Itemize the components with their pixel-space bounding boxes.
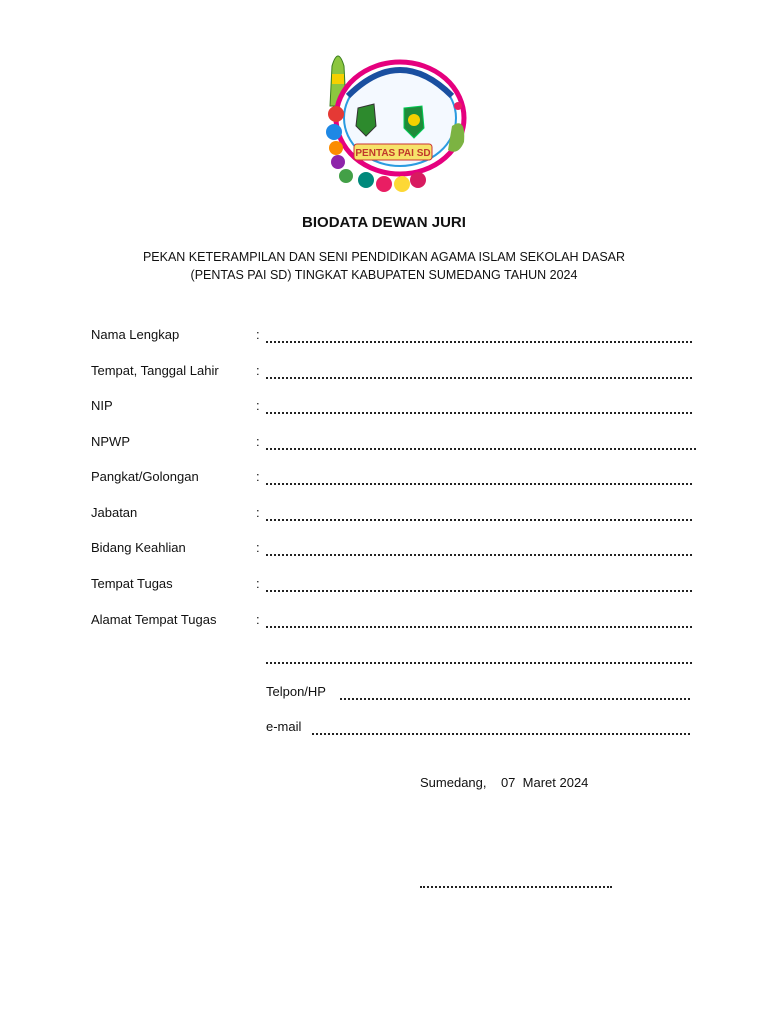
field-npwp [91,434,711,454]
fill-in-line[interactable] [266,434,696,450]
field-label: Jabatan [91,505,138,520]
field-alamat-tempat-tugas [91,612,711,632]
field-label: e-mail [266,719,302,734]
document-title: BIODATA DEWAN JURI [302,214,466,231]
date: 07 Maret 2024 [500,775,589,790]
field-colon: : [256,612,260,627]
field-colon: : [256,363,260,378]
field-label: Bidang Keahlian [91,540,186,555]
field-email [266,719,696,739]
fill-in-line[interactable] [266,505,692,521]
fill-in-line[interactable] [266,363,692,379]
place-date [420,775,588,790]
field-jabatan [91,505,711,525]
field-label: Telpon/HP [266,684,326,699]
field-tempat-tugas [91,576,711,596]
field-colon: : [256,398,260,413]
field-label: Alamat Tempat Tugas [91,612,217,627]
field-label: Nama Lengkap [91,327,180,342]
field-label: Tempat Tugas [91,576,173,591]
field-colon: : [256,469,260,484]
fill-in-line[interactable] [266,327,692,343]
field-alamat-line-2 [91,648,711,668]
fill-in-line[interactable] [266,398,692,414]
fill-in-line[interactable] [312,719,690,735]
fill-in-line[interactable] [266,540,692,556]
fill-in-line[interactable] [266,576,692,592]
signature-line[interactable] [420,874,612,888]
fill-in-line[interactable] [340,684,690,700]
place: Sumedang, [420,775,487,790]
field-nip [91,398,711,418]
field-colon: : [256,327,260,342]
field-label: NPWP [91,434,130,449]
fill-in-line[interactable] [266,612,692,628]
logo-title: PENTAS PAI SD [355,148,431,159]
field-colon: : [256,540,260,555]
field-colon: : [256,505,260,520]
field-label: NIP [91,398,113,413]
fill-in-line[interactable] [266,648,692,664]
subtitle-line-2: (PENTAS PAI SD) TINGKAT KABUPATEN SUMEDANG TAHUN 2024 [190,268,578,282]
subtitle-line-1: PEKAN KETERAMPILAN DAN SENI PENDIDIKAN AGAMA ISLAM SEKOLAH DASAR [142,250,626,264]
field-label: Tempat, Tanggal Lahir [91,363,219,378]
pentas-pai-sd-logo [318,46,468,192]
field-pangkat-golongan [91,469,711,489]
fill-in-line[interactable] [266,469,692,485]
field-colon: : [256,576,260,591]
field-colon: : [256,434,260,449]
field-bidang-keahlian [91,540,711,560]
field-nama-lengkap [91,327,711,347]
field-label: Pangkat/Golongan [91,469,199,484]
field-telpon-hp [266,684,696,704]
field-tempat-tanggal-lahir [91,363,711,383]
